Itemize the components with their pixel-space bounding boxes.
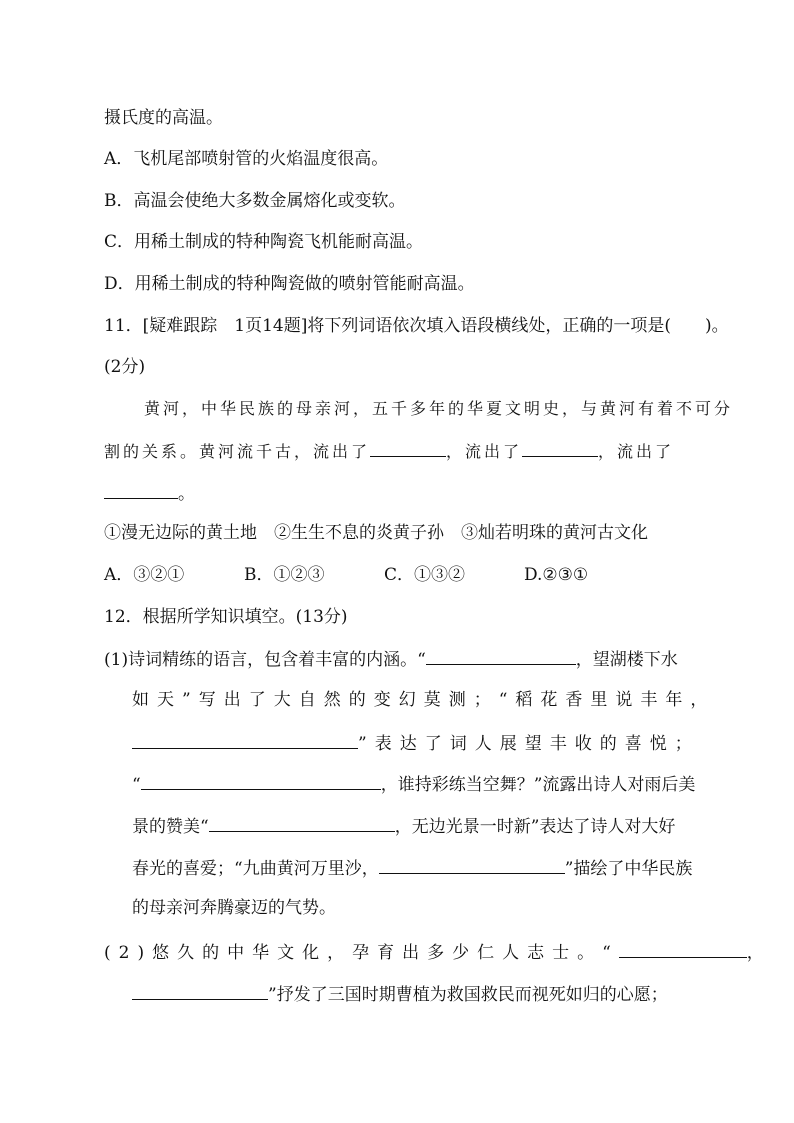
q11-stem: 将下列词语依次填入语段横线处，正确的一项是( )。 (307, 316, 729, 336)
q12-p1-text-c: ”表达了词人展望丰收的喜悦； (358, 734, 700, 754)
q12-blank-1[interactable] (426, 646, 576, 665)
q10-option-d: D．用稀土制成的特种陶瓷做的喷射管能耐高温。 (104, 274, 475, 294)
q11-passage-text-a: 割的关系。黄河流千古，流出了 (104, 442, 371, 461)
q12-p1-line7: 的母亲河奔腾豪迈的气势。 (132, 898, 336, 918)
q12-blank-2[interactable] (132, 730, 358, 749)
q12-p1-line4 (132, 771, 695, 797)
q12-blank-7[interactable] (132, 981, 268, 1000)
q11-blank-2[interactable] (522, 438, 598, 457)
q12-p2-text-b: ， (746, 943, 764, 963)
q12-heading: 12．根据所学知识填空。(13分) (104, 607, 348, 627)
q12-p1-text-g: ，无边光景一时新”表达了诗人对大好 (394, 817, 676, 837)
q12-p2-text-a: (2)悠久的中华文化，孕育出多少仁人志士。“ (104, 943, 619, 963)
q11-passage-line2 (104, 438, 674, 464)
q10-continuation: 摄氏度的高温。 (104, 108, 223, 128)
q11-choices (104, 563, 588, 587)
q12-p1-text-a: (1)诗词精练的语言，包含着丰富的内涵。“ (104, 650, 426, 670)
q11-source-tag: [疑难跟踪 1页14题] (142, 316, 308, 336)
q12-p1-line1 (104, 646, 678, 672)
q11-passage-line1: 黄河，中华民族的母亲河，五千多年的华夏文明史，与黄河有着不可分 (144, 399, 734, 418)
q11-choice-b[interactable]: B．①②③ (244, 565, 325, 585)
q12-blank-5[interactable] (379, 855, 565, 874)
q12-p1-text-i: ”描绘了中华民族 (564, 859, 693, 879)
q12-blank-3[interactable] (141, 771, 381, 790)
q11-passage-line3 (104, 480, 195, 506)
q12-p2-line1 (104, 939, 764, 965)
q12-p2-text-c: ”抒发了三国时期曹植为救国救民而视死如归的心愿； (268, 985, 668, 1005)
q12-p1-text-b: ，望湖楼下水 (575, 650, 678, 670)
q12-blank-4[interactable] (209, 813, 395, 832)
q12-p1-line5 (132, 813, 675, 839)
q11-score: (2分) (104, 357, 146, 377)
q11-passage-text-c: ，流出了 (598, 442, 675, 461)
q12-p1-text-f: 景的赞美“ (132, 817, 209, 837)
q12-p1-line2: 如天”写出了大自然的变幻莫测；“稻花香里说丰年， (132, 690, 716, 710)
q10-option-c: C．用稀土制成的特种陶瓷飞机能耐高温。 (104, 232, 424, 252)
q11-choice-c[interactable]: C．①③② (384, 565, 466, 585)
q11-number: 11． (104, 316, 143, 336)
q12-p1-line6 (132, 855, 692, 881)
q12-p1-text-e: ，谁持彩练当空舞？”流露出诗人对雨后美 (380, 775, 696, 795)
q11-passage-end: 。 (178, 484, 195, 504)
q11-items: ①漫无边际的黄土地 ②生生不息的炎黄子孙 ③灿若明珠的黄河古文化 (104, 523, 648, 543)
q10-option-a: A．飞机尾部喷射管的火焰温度很高。 (104, 149, 389, 169)
q11-choice-d[interactable]: D.②③① (524, 565, 589, 585)
q11-choice-a[interactable]: A．③②① (104, 565, 185, 585)
q11-blank-3[interactable] (104, 480, 178, 499)
q12-blank-6[interactable] (619, 939, 747, 958)
q12-p1-line3 (132, 730, 700, 756)
q11-passage-text-b: ，流出了 (446, 442, 523, 461)
q12-p2-line2 (132, 981, 668, 1007)
q11-stem-line (104, 314, 729, 338)
q10-option-b: B．高温会使绝大多数金属熔化或变软。 (104, 191, 406, 211)
q12-p1-text-h: 春光的喜爱；“九曲黄河万里沙， (132, 859, 379, 879)
q12-p1-text-d: “ (132, 775, 141, 795)
q11-blank-1[interactable] (370, 438, 446, 457)
